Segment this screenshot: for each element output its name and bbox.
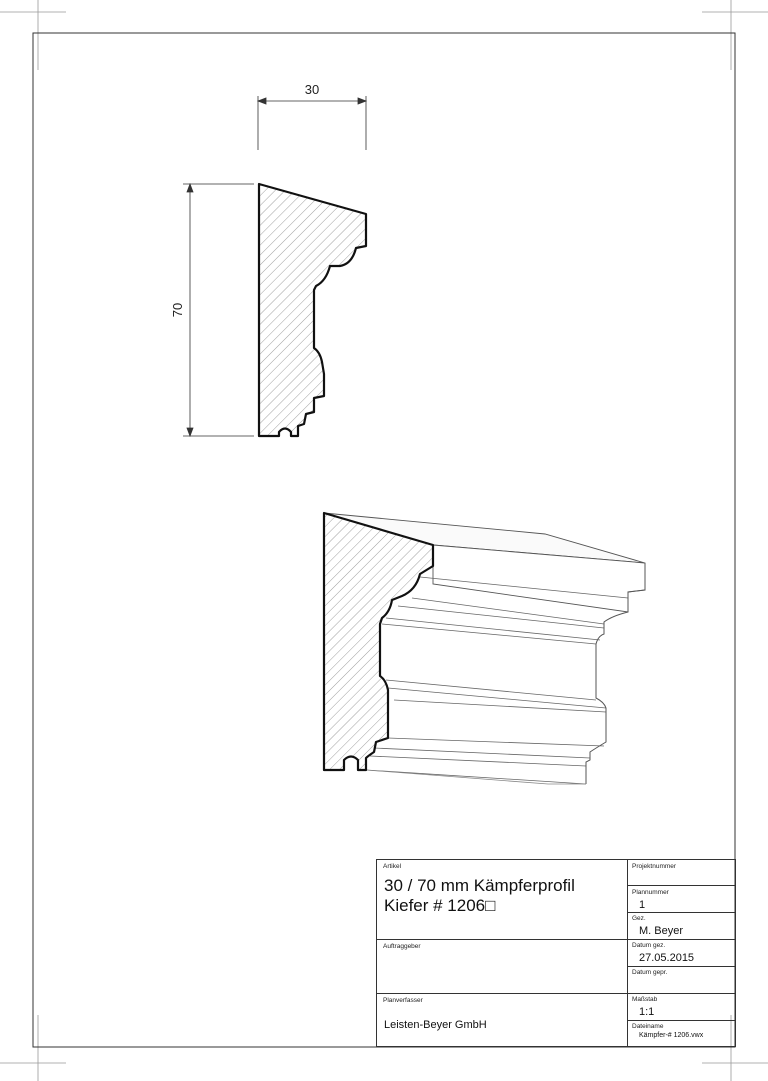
massstab-label: Maßstab	[632, 996, 658, 1003]
datum-gez-label: Datum gez.	[632, 942, 666, 949]
title-block-line	[627, 939, 735, 940]
title-block-line	[377, 939, 627, 940]
artikel-label: Artikel	[383, 863, 402, 870]
massstab-value: 1:1	[639, 1006, 655, 1018]
title-block-divider	[627, 860, 628, 1046]
title-block-line	[627, 966, 735, 967]
dateiname-label: Dateiname	[632, 1023, 664, 1030]
width-dimension	[258, 96, 366, 150]
datum-gepr-label: Datum gepr.	[632, 969, 668, 976]
gez-label: Gez.	[632, 915, 646, 922]
planverfasser-label: Planverfasser	[383, 997, 423, 1004]
projektnummer-label: Projektnummer	[632, 863, 677, 870]
plannummer-value: 1	[639, 899, 646, 911]
plannummer-label: Plannummer	[632, 889, 669, 896]
title-block-line	[627, 912, 735, 913]
title-block-line	[627, 1020, 735, 1021]
datum-gez-value: 27.05.2015	[639, 952, 695, 964]
artikel-line-2: Kiefer # 1206□	[384, 896, 496, 915]
height-dimension-label: 70	[170, 302, 185, 318]
title-block-line	[377, 993, 627, 994]
title-block-line	[627, 993, 735, 994]
width-dimension-label: 30	[304, 82, 320, 97]
gez-value: M. Beyer	[639, 925, 684, 937]
title-block	[376, 859, 736, 1047]
title-block-line	[627, 885, 735, 886]
artikel-line-1: 30 / 70 mm Kämpferprofil	[384, 876, 575, 895]
height-dimension	[183, 184, 254, 436]
profile-3d-view	[324, 513, 645, 784]
planverfasser-value: Leisten-Beyer GmbH	[384, 1019, 487, 1031]
dateiname-value: Kämpfer-# 1206.vwx	[639, 1032, 704, 1039]
profile-cross-section	[259, 184, 366, 436]
auftraggeber-label: Auftraggeber	[383, 943, 421, 950]
